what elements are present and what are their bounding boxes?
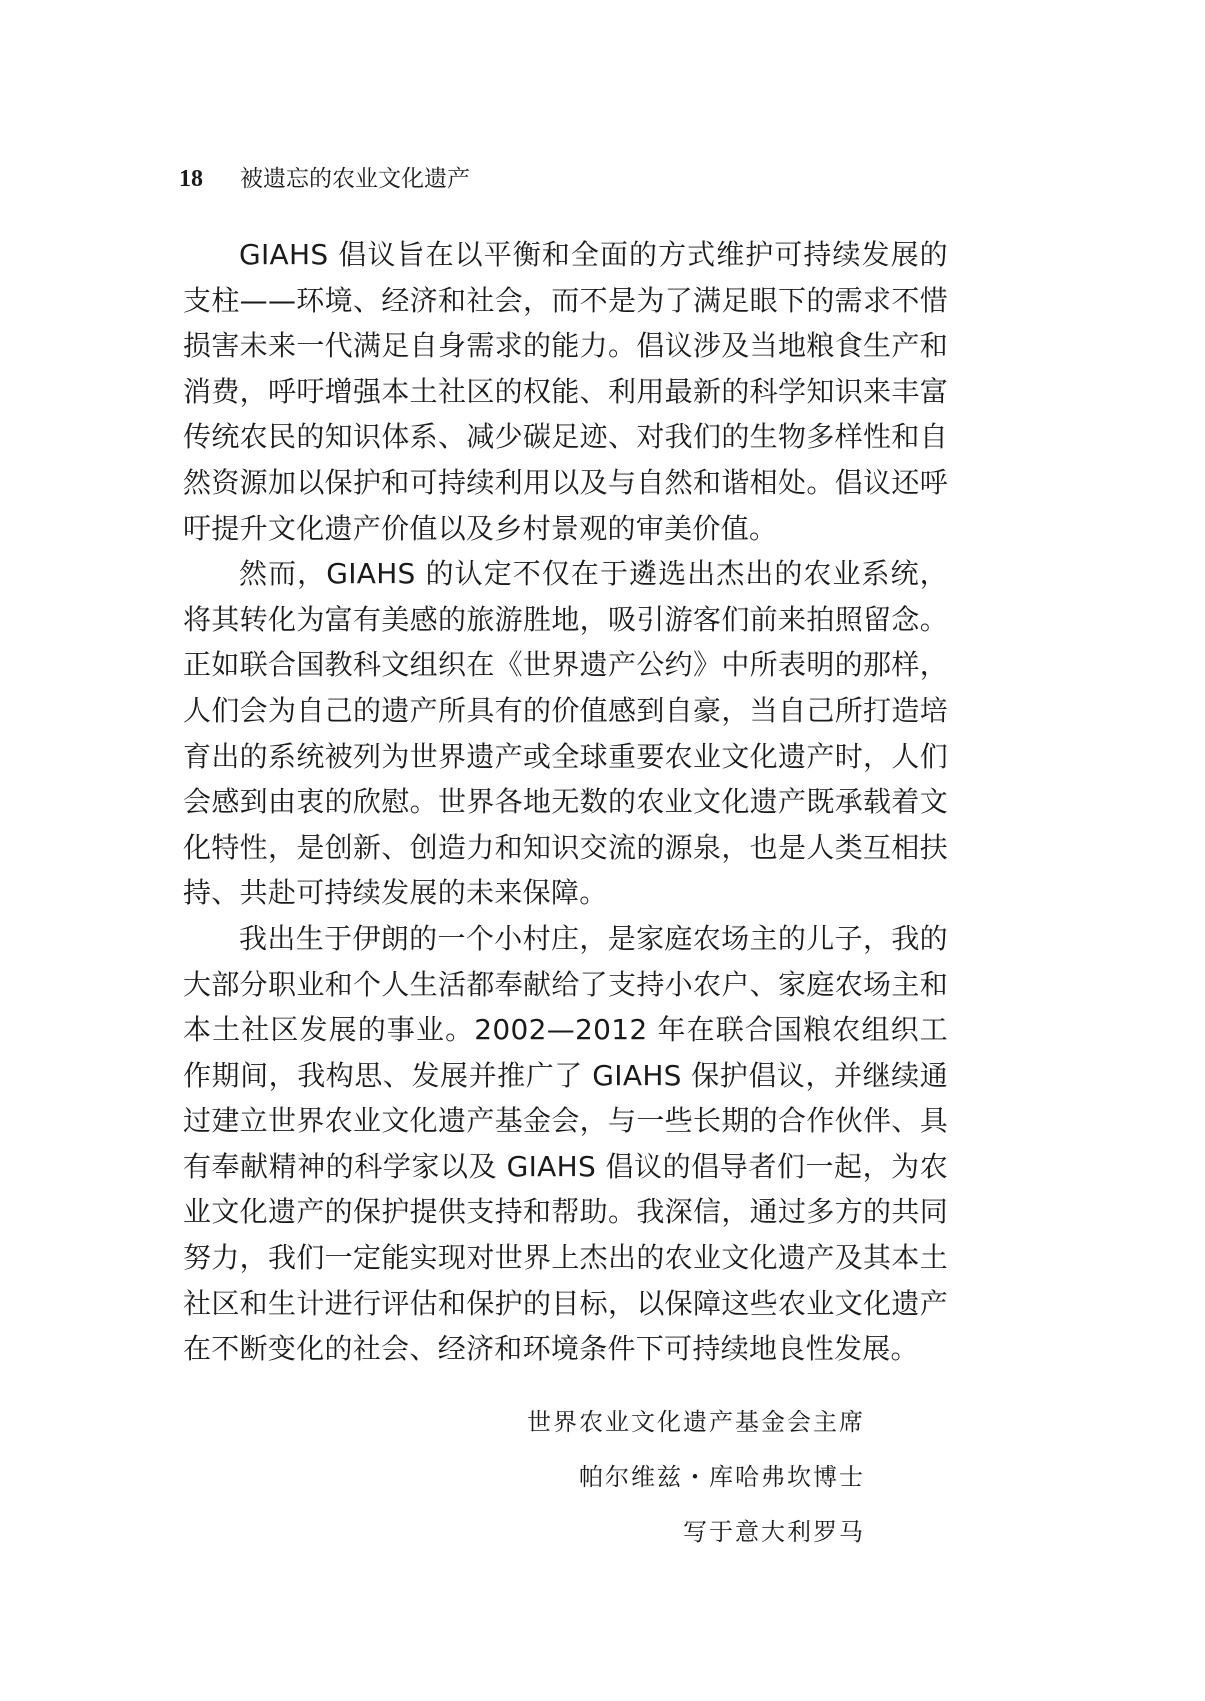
- signature-name: 帕尔维兹・库哈弗坎博士: [579, 1463, 865, 1491]
- signature-affiliation: 世界农业文化遗产基金会主席: [527, 1408, 865, 1436]
- running-header: [179, 164, 470, 195]
- signature-block: [527, 1395, 865, 1560]
- signature-location: 写于意大利罗马: [683, 1518, 865, 1546]
- book-title: 被遗忘的农业文化遗产: [240, 166, 470, 192]
- page-number: 18: [179, 166, 203, 192]
- paragraph-author-background: 我出生于伊朗的一个小村庄，是家庭农场主的儿子，我的大部分职业和个人生活都奉献给了支持小农户、家庭农场主和本土社区发展的事业。2002—2012 年在联合国粮农组织工作期间，我构思、发展并推广了 GIAHS 保护倡议，并继续通过建立世界农业文化遗产基金会，与一些长期的合作伙伴、具有奉献精神的科学家以及 GIAHS 倡议的倡导者们一起，为农业文化遗产的保护提供支持和帮助。我深信，通过多方的共同努力，我们一定能实现对世界上杰出的农业文化遗产及其本土社区和生计进行评估和保护的目标，以保障这些农业文化遗产在不断变化的社会、经济和环境条件下可持续地良性发展。: [183, 921, 948, 1366]
- paragraph-giahs-initiative: GIAHS 倡议旨在以平衡和全面的方式维护可持续发展的支柱——环境、经济和社会，而不是为了满足眼下的需求不惜损害未来一代满足自身需求的能力。倡议涉及当地粮食生产和消费，呼吁增强本土社区的权能、利用最新的科学知识来丰富传统农民的知识体系、减少碳足迹、对我们的生物多样性和自然资源加以保护和可持续利用以及与自然和谐相处。倡议还呼吁提升文化遗产价值以及乡村景观的审美价值。: [183, 238, 948, 545]
- body-text: [183, 232, 948, 1372]
- paragraph-giahs-recognition: 然而，GIAHS 的认定不仅在于遴选出杰出的农业系统，将其转化为富有美感的旅游胜地，吸引游客们前来拍照留念。正如联合国教科文组织在《世界遗产公约》中所表明的那样，人们会为自己的遗产所具有的价值感到自豪，当自己所打造培育出的系统被列为世界遗产或全球重要农业文化遗产时，人们会感到由衷的欣慰。世界各地无数的农业文化遗产既承载着文化特性，是创新、创造力和知识交流的源泉，也是人类互相扶持、共赴可持续发展的未来保障。: [183, 557, 948, 910]
